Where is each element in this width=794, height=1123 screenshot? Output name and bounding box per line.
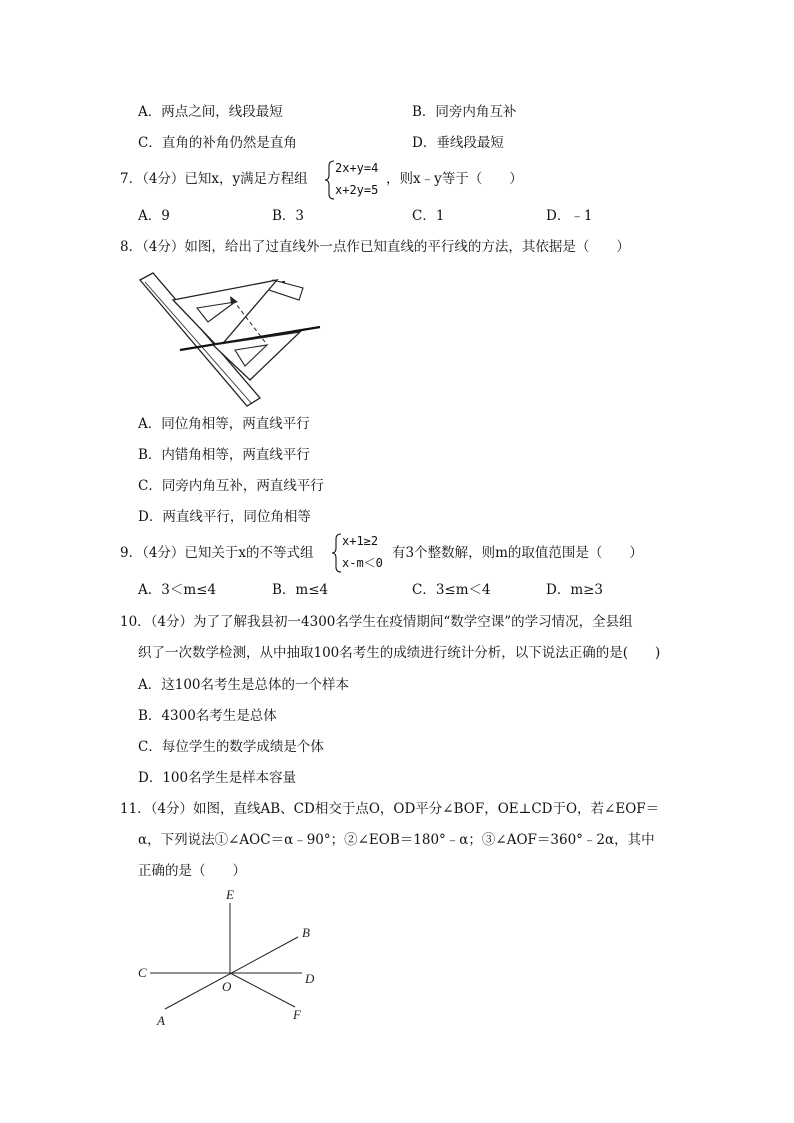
q8-option-c: C．同旁内角互补，两直线平行 [138, 478, 324, 494]
q9-stem-pre: 9．（4分）已知关于x的不等式组 [120, 545, 314, 561]
q9-stem-post: 有3个整数解，则m的取值范围是（ ） [392, 545, 643, 561]
q8-figure-ruler-triangles [135, 270, 325, 410]
q7-option-c: C．1 [412, 208, 445, 224]
q7-equation-2: x+2y=5 [335, 183, 379, 197]
q11-figure-intersecting-lines [130, 885, 330, 1035]
q8-option-d: D．两直线平行，同位角相等 [138, 509, 311, 525]
q10-option-d: D．100名学生是样本容量 [138, 770, 297, 786]
q11-stem-line-3: 正确的是（ ） [138, 863, 246, 879]
label-c: C [138, 965, 147, 980]
q10-stem-line-1: 10．（4分）为了了解我县初一4300名学生在疫情期间“数学空课”的学习情况，全县组 [120, 614, 633, 630]
q6-option-d: D．垂线段最短 [412, 135, 504, 151]
q8-option-a: A．同位角相等，两直线平行 [138, 416, 310, 432]
q9-option-c: C．3≤m＜4 [412, 582, 491, 598]
q9-brace [332, 533, 342, 573]
q8-stem: 8．（4分）如图，给出了过直线外一点作已知直线的平行线的方法，其依据是（ ） [120, 239, 630, 255]
q9-option-d: D．m≥3 [546, 582, 604, 598]
q7-option-d: D．﹣1 [546, 208, 593, 224]
q6-option-b: B．同旁内角互补 [412, 104, 517, 120]
label-f: F [293, 1007, 301, 1022]
q7-option-a: A．9 [138, 208, 170, 224]
q7-stem-pre: 7．（4分）已知x，y满足方程组 [120, 171, 308, 187]
q6-option-c: C．直角的补角仍然是直角 [138, 135, 297, 151]
q10-option-c: C．每位学生的数学成绩是个体 [138, 739, 324, 755]
q7-equation-1: 2x+y=4 [335, 161, 379, 175]
label-d: D [305, 971, 315, 986]
q11-stem-line-2: α，下列说法①∠AOC＝α﹣90°；②∠EOB＝180°﹣α；③∠AOF＝360°﹣2α，其中 [138, 832, 655, 848]
q10-option-b: B．4300名考生是总体 [138, 708, 277, 724]
q9-inequality-1: x+1≥2 [342, 534, 379, 548]
label-o: O [222, 979, 232, 994]
q9-inequality-2: x-m＜0 [342, 556, 383, 570]
q9-option-a: A．3＜m≤4 [138, 582, 217, 598]
q6-option-a: A．两点之间，线段最短 [138, 104, 283, 120]
q10-option-a: A．这100名考生是总体的一个样本 [138, 677, 350, 693]
q9-option-b: B．m≤4 [272, 582, 329, 598]
q7-option-b: B．3 [272, 208, 305, 224]
q8-option-b: B．内错角相等，两直线平行 [138, 447, 310, 463]
label-b: B [302, 925, 310, 940]
line-of [230, 973, 295, 1007]
q11-stem-line-1: 11．（4分）如图，直线AB、CD相交于点O，OD平分∠BOF，OE⊥CD于O，若∠EOF＝ [120, 801, 660, 817]
label-e: E [226, 887, 234, 902]
q10-stem-line-2: 织了一次数学检测，从中抽取100名考生的成绩进行统计分析，以下说法正确的是( ) [138, 645, 661, 661]
label-a: A [157, 1013, 165, 1028]
q7-brace [325, 160, 335, 200]
q7-stem-post: ，则x﹣y等于（ ） [386, 171, 523, 187]
